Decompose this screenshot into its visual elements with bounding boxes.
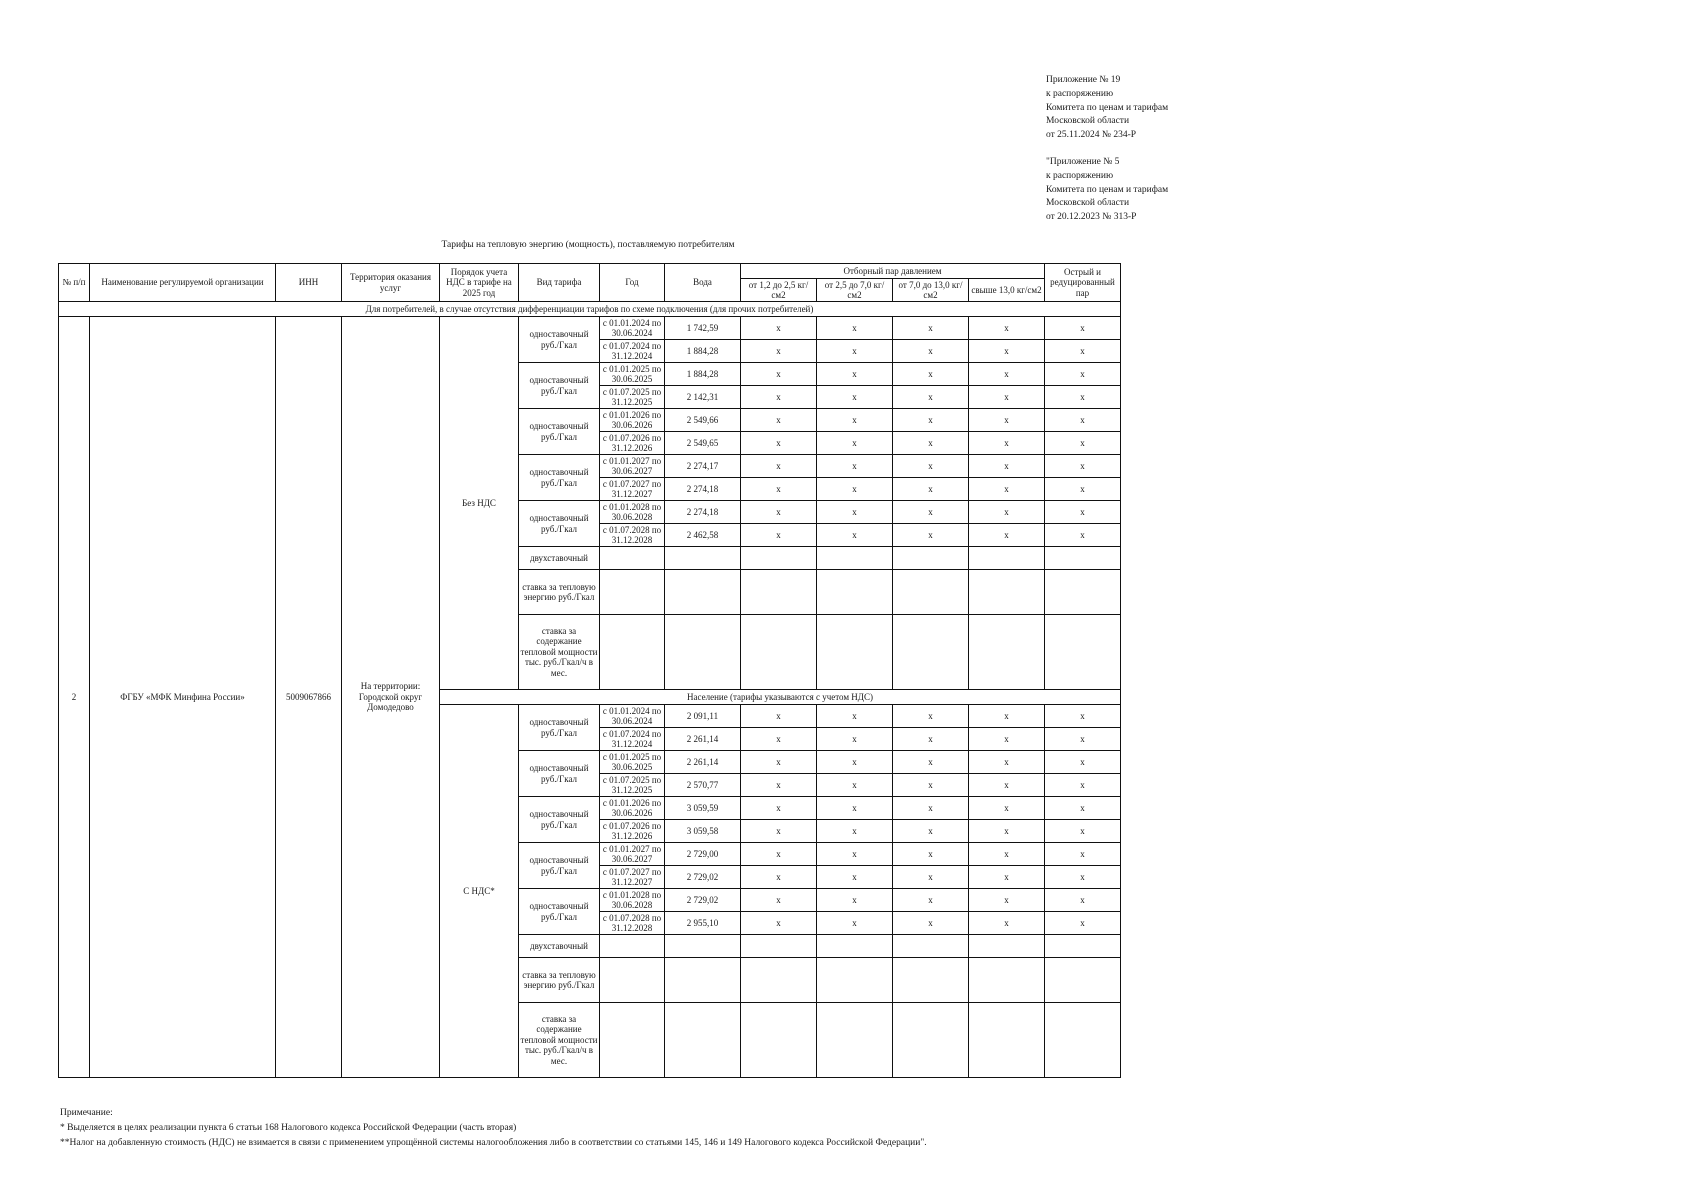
water-cell: 2 549,65 xyxy=(665,432,741,455)
x-cell: x xyxy=(969,340,1045,363)
tariff-type-cell: ставка за содержание тепловой мощности тыс. руб./Гкал/ч в мес. xyxy=(519,1003,600,1078)
x-cell: x xyxy=(893,866,969,889)
header-line: от 20.12.2023 № 313-Р xyxy=(1046,212,1137,223)
period-cell: с 01.01.2024 по 30.06.2024 xyxy=(600,705,665,728)
x-cell: x xyxy=(969,912,1045,935)
x-cell: x xyxy=(817,843,893,866)
tariff-type-cell: двухставочный xyxy=(519,935,600,958)
water-cell: 2 955,10 xyxy=(665,912,741,935)
tariff-type-cell: одноставочный руб./Гкал xyxy=(519,363,600,409)
x-cell: x xyxy=(817,409,893,432)
x-cell: x xyxy=(969,386,1045,409)
x-cell: x xyxy=(969,478,1045,501)
col-header-tariff-type: Вид тарифа xyxy=(519,264,600,302)
water-cell: 1 884,28 xyxy=(665,340,741,363)
tariff-type-cell: ставка за содержание тепловой мощности тыс. руб./Гкал/ч в мес. xyxy=(519,615,600,690)
x-cell: x xyxy=(1045,774,1121,797)
period-cell: с 01.07.2028 по 31.12.2028 xyxy=(600,524,665,547)
notes xyxy=(60,1106,927,1151)
x-cell: x xyxy=(817,889,893,912)
x-cell: x xyxy=(1045,843,1121,866)
empty-cell xyxy=(741,958,817,1003)
empty-cell xyxy=(600,958,665,1003)
col-header-steam-group: Отборный пар давлением xyxy=(741,264,1045,279)
empty-cell xyxy=(600,547,665,570)
vat-order-cell: С НДС* xyxy=(440,705,519,1078)
x-cell: x xyxy=(969,501,1045,524)
x-cell: x xyxy=(741,524,817,547)
header-line: Комитета по ценам и тарифам xyxy=(1046,102,1169,113)
tariff-type-cell: одноставочный руб./Гкал xyxy=(519,843,600,889)
x-cell: x xyxy=(741,478,817,501)
x-cell: x xyxy=(741,705,817,728)
x-cell: x xyxy=(741,386,817,409)
x-cell: x xyxy=(893,797,969,820)
empty-cell xyxy=(969,935,1045,958)
x-cell: x xyxy=(817,363,893,386)
empty-cell xyxy=(817,958,893,1003)
x-cell: x xyxy=(1045,317,1121,340)
tariff-type-cell: одноставочный руб./Гкал xyxy=(519,797,600,843)
x-cell: x xyxy=(969,705,1045,728)
period-cell: с 01.01.2027 по 30.06.2027 xyxy=(600,455,665,478)
empty-cell xyxy=(893,935,969,958)
x-cell: x xyxy=(741,432,817,455)
empty-cell xyxy=(600,1003,665,1078)
x-cell: x xyxy=(741,843,817,866)
period-cell: с 01.07.2027 по 31.12.2027 xyxy=(600,478,665,501)
empty-cell xyxy=(741,547,817,570)
tariff-table-body xyxy=(59,264,1121,1078)
x-cell: x xyxy=(741,455,817,478)
water-cell: 2 729,02 xyxy=(665,889,741,912)
empty-cell xyxy=(741,615,817,690)
x-cell: x xyxy=(741,889,817,912)
empty-cell xyxy=(893,1003,969,1078)
x-cell: x xyxy=(893,363,969,386)
empty-cell xyxy=(969,615,1045,690)
empty-cell xyxy=(665,547,741,570)
empty-cell xyxy=(969,570,1045,615)
document-title: Тарифы на тепловую энергию (мощность), поставляемую потребителям xyxy=(441,240,735,250)
water-cell: 2 274,17 xyxy=(665,455,741,478)
empty-cell xyxy=(893,615,969,690)
x-cell: x xyxy=(893,455,969,478)
water-cell: 2 729,00 xyxy=(665,843,741,866)
x-cell: x xyxy=(817,478,893,501)
col-header-territory: Территория оказания услуг xyxy=(342,264,440,302)
x-cell: x xyxy=(893,820,969,843)
col-header-vat-order: Порядок учета НДС в тарифе на 2025 год xyxy=(440,264,519,302)
x-cell: x xyxy=(741,501,817,524)
x-cell: x xyxy=(741,728,817,751)
x-cell: x xyxy=(893,340,969,363)
section-row xyxy=(59,302,1121,317)
water-cell: 2 549,66 xyxy=(665,409,741,432)
x-cell: x xyxy=(1045,501,1121,524)
x-cell: x xyxy=(969,820,1045,843)
period-cell: с 01.07.2027 по 31.12.2027 xyxy=(600,866,665,889)
empty-cell xyxy=(893,958,969,1003)
x-cell: x xyxy=(893,912,969,935)
tariff-table xyxy=(58,263,1121,1078)
empty-cell xyxy=(817,547,893,570)
x-cell: x xyxy=(741,866,817,889)
empty-cell xyxy=(600,570,665,615)
x-cell: x xyxy=(741,774,817,797)
empty-cell xyxy=(741,1003,817,1078)
period-cell: с 01.07.2024 по 31.12.2024 xyxy=(600,728,665,751)
org-territory-cell: На территории: Городской округ Домодедово xyxy=(342,317,440,1078)
tariff-type-cell: одноставочный руб./Гкал xyxy=(519,455,600,501)
x-cell: x xyxy=(1045,524,1121,547)
empty-cell xyxy=(1045,547,1121,570)
x-cell: x xyxy=(969,455,1045,478)
x-cell: x xyxy=(1045,912,1121,935)
x-cell: x xyxy=(969,409,1045,432)
x-cell: x xyxy=(893,409,969,432)
empty-cell xyxy=(817,1003,893,1078)
water-cell: 3 059,59 xyxy=(665,797,741,820)
col-header-num: № п/п xyxy=(59,264,90,302)
tariff-type-cell: одноставочный руб./Гкал xyxy=(519,705,600,751)
empty-cell xyxy=(1045,615,1121,690)
x-cell: x xyxy=(893,751,969,774)
x-cell: x xyxy=(1045,432,1121,455)
empty-cell xyxy=(600,615,665,690)
period-cell: с 01.07.2026 по 31.12.2026 xyxy=(600,432,665,455)
empty-cell xyxy=(665,1003,741,1078)
x-cell: x xyxy=(969,774,1045,797)
header-line: от 25.11.2024 № 234-Р xyxy=(1046,130,1137,141)
water-cell: 1 742,59 xyxy=(665,317,741,340)
x-cell: x xyxy=(817,866,893,889)
col-header-inn: ИНН xyxy=(276,264,342,302)
x-cell: x xyxy=(893,705,969,728)
header-line: Приложение № 19 xyxy=(1046,75,1121,85)
table-row xyxy=(59,317,1121,340)
water-cell: 2 570,77 xyxy=(665,774,741,797)
empty-cell xyxy=(741,570,817,615)
period-cell: с 01.01.2027 по 30.06.2027 xyxy=(600,843,665,866)
col-header-org: Наименование регулируемой организации xyxy=(90,264,276,302)
header-line: Комитета по ценам и тарифам xyxy=(1046,184,1169,195)
x-cell: x xyxy=(817,432,893,455)
x-cell: x xyxy=(817,317,893,340)
period-cell: с 01.01.2028 по 30.06.2028 xyxy=(600,889,665,912)
empty-cell xyxy=(893,570,969,615)
org-name-cell: ФГБУ «МФК Минфина России» xyxy=(90,317,276,1078)
note-2: **Налог на добавленную стоимость (НДС) не взимается в связи с применением упрощённой системы налогообложения либо в соответствии со статьями 145, 146 и 149 Налогового кодекса Российской Федерации". xyxy=(60,1138,927,1148)
empty-cell xyxy=(665,570,741,615)
x-cell: x xyxy=(1045,866,1121,889)
x-cell: x xyxy=(817,455,893,478)
x-cell: x xyxy=(893,728,969,751)
period-cell: с 01.01.2025 по 30.06.2025 xyxy=(600,751,665,774)
x-cell: x xyxy=(1045,340,1121,363)
x-cell: x xyxy=(1045,386,1121,409)
water-cell: 2 091,11 xyxy=(665,705,741,728)
header-line: "Приложение № 5 xyxy=(1046,156,1120,167)
x-cell: x xyxy=(893,889,969,912)
water-cell: 2 274,18 xyxy=(665,501,741,524)
x-cell: x xyxy=(969,797,1045,820)
tariff-type-cell: одноставочный руб./Гкал xyxy=(519,751,600,797)
tariff-type-cell: ставка за тепловую энергию руб./Гкал xyxy=(519,570,600,615)
x-cell: x xyxy=(1045,728,1121,751)
tariff-type-cell: одноставочный руб./Гкал xyxy=(519,317,600,363)
col-header-steam-4: свыше 13,0 кг/см2 xyxy=(969,279,1045,302)
vat-order-cell: Без НДС xyxy=(440,317,519,690)
header-line: Московской области xyxy=(1046,116,1130,127)
x-cell: x xyxy=(817,774,893,797)
x-cell: x xyxy=(741,797,817,820)
x-cell: x xyxy=(969,751,1045,774)
org-num-cell: 2 xyxy=(59,317,90,1078)
period-cell: с 01.07.2024 по 31.12.2024 xyxy=(600,340,665,363)
x-cell: x xyxy=(893,432,969,455)
empty-cell xyxy=(1045,570,1121,615)
tariff-type-cell: двухставочный xyxy=(519,547,600,570)
x-cell: x xyxy=(893,501,969,524)
water-cell: 2 261,14 xyxy=(665,728,741,751)
empty-cell xyxy=(817,570,893,615)
x-cell: x xyxy=(1045,363,1121,386)
x-cell: x xyxy=(1045,705,1121,728)
section-title: Население (тарифы указываются с учетом НДС) xyxy=(440,690,1121,705)
x-cell: x xyxy=(741,820,817,843)
period-cell: с 01.01.2026 по 30.06.2026 xyxy=(600,797,665,820)
empty-cell xyxy=(969,547,1045,570)
note-1: * Выделяется в целях реализации пункта 6 статьи 168 Налогового кодекса Российской Федерации (часть вторая) xyxy=(60,1123,517,1133)
x-cell: x xyxy=(1045,797,1121,820)
x-cell: x xyxy=(969,363,1045,386)
empty-cell xyxy=(1045,935,1121,958)
period-cell: с 01.01.2028 по 30.06.2028 xyxy=(600,501,665,524)
x-cell: x xyxy=(741,409,817,432)
header-line: к распоряжению xyxy=(1046,88,1114,99)
x-cell: x xyxy=(741,340,817,363)
x-cell: x xyxy=(817,705,893,728)
empty-cell xyxy=(817,935,893,958)
x-cell: x xyxy=(1045,889,1121,912)
water-cell: 3 059,58 xyxy=(665,820,741,843)
x-cell: x xyxy=(893,524,969,547)
water-cell: 1 884,28 xyxy=(665,363,741,386)
x-cell: x xyxy=(817,751,893,774)
x-cell: x xyxy=(817,797,893,820)
x-cell: x xyxy=(741,317,817,340)
x-cell: x xyxy=(817,386,893,409)
x-cell: x xyxy=(969,432,1045,455)
notes-title: Примечание: xyxy=(60,1108,113,1118)
x-cell: x xyxy=(969,843,1045,866)
document-header xyxy=(1046,74,1168,225)
x-cell: x xyxy=(969,317,1045,340)
x-cell: x xyxy=(817,340,893,363)
empty-cell xyxy=(893,547,969,570)
x-cell: x xyxy=(969,866,1045,889)
col-header-year: Год xyxy=(600,264,665,302)
x-cell: x xyxy=(893,774,969,797)
water-cell: 2 142,31 xyxy=(665,386,741,409)
col-header-steam-2: от 2,5 до 7,0 кг/см2 xyxy=(817,279,893,302)
empty-cell xyxy=(665,958,741,1003)
x-cell: x xyxy=(1045,478,1121,501)
empty-cell xyxy=(741,935,817,958)
empty-cell xyxy=(665,935,741,958)
x-cell: x xyxy=(1045,455,1121,478)
period-cell: с 01.07.2028 по 31.12.2028 xyxy=(600,912,665,935)
x-cell: x xyxy=(817,501,893,524)
empty-cell xyxy=(1045,958,1121,1003)
empty-cell xyxy=(600,935,665,958)
x-cell: x xyxy=(969,889,1045,912)
x-cell: x xyxy=(817,524,893,547)
tariff-type-cell: одноставочный руб./Гкал xyxy=(519,409,600,455)
empty-cell xyxy=(969,1003,1045,1078)
x-cell: x xyxy=(741,751,817,774)
x-cell: x xyxy=(969,728,1045,751)
empty-cell xyxy=(1045,1003,1121,1078)
period-cell: с 01.07.2025 по 31.12.2025 xyxy=(600,386,665,409)
x-cell: x xyxy=(1045,820,1121,843)
water-cell: 2 261,14 xyxy=(665,751,741,774)
x-cell: x xyxy=(893,317,969,340)
x-cell: x xyxy=(1045,751,1121,774)
empty-cell xyxy=(969,958,1045,1003)
x-cell: x xyxy=(817,728,893,751)
tariff-type-cell: одноставочный руб./Гкал xyxy=(519,889,600,935)
empty-cell xyxy=(665,615,741,690)
empty-cell xyxy=(817,615,893,690)
section-title: Для потребителей, в случае отсутствия дифференциации тарифов по схеме подключения (для прочих потребителей) xyxy=(59,302,1121,317)
header-line: Московской области xyxy=(1046,198,1130,209)
water-cell: 2 729,02 xyxy=(665,866,741,889)
tariff-type-cell: ставка за тепловую энергию руб./Гкал xyxy=(519,958,600,1003)
col-header-steam-3: от 7,0 до 13,0 кг/см2 xyxy=(893,279,969,302)
period-cell: с 01.07.2026 по 31.12.2026 xyxy=(600,820,665,843)
col-header-steam-1: от 1,2 до 2,5 кг/см2 xyxy=(741,279,817,302)
x-cell: x xyxy=(817,912,893,935)
col-header-sharp-steam: Острый и редуцированный пар xyxy=(1045,264,1121,302)
x-cell: x xyxy=(893,386,969,409)
period-cell: с 01.07.2025 по 31.12.2025 xyxy=(600,774,665,797)
x-cell: x xyxy=(969,524,1045,547)
x-cell: x xyxy=(741,363,817,386)
x-cell: x xyxy=(817,820,893,843)
water-cell: 2 274,18 xyxy=(665,478,741,501)
period-cell: с 01.01.2025 по 30.06.2025 xyxy=(600,363,665,386)
tariff-type-cell: одноставочный руб./Гкал xyxy=(519,501,600,547)
x-cell: x xyxy=(741,912,817,935)
org-inn-cell: 5009067866 xyxy=(276,317,342,1078)
water-cell: 2 462,58 xyxy=(665,524,741,547)
col-header-water: Вода xyxy=(665,264,741,302)
period-cell: с 01.01.2024 по 30.06.2024 xyxy=(600,317,665,340)
period-cell: с 01.01.2026 по 30.06.2026 xyxy=(600,409,665,432)
header-line: к распоряжению xyxy=(1046,170,1114,181)
x-cell: x xyxy=(893,478,969,501)
x-cell: x xyxy=(1045,409,1121,432)
x-cell: x xyxy=(893,843,969,866)
